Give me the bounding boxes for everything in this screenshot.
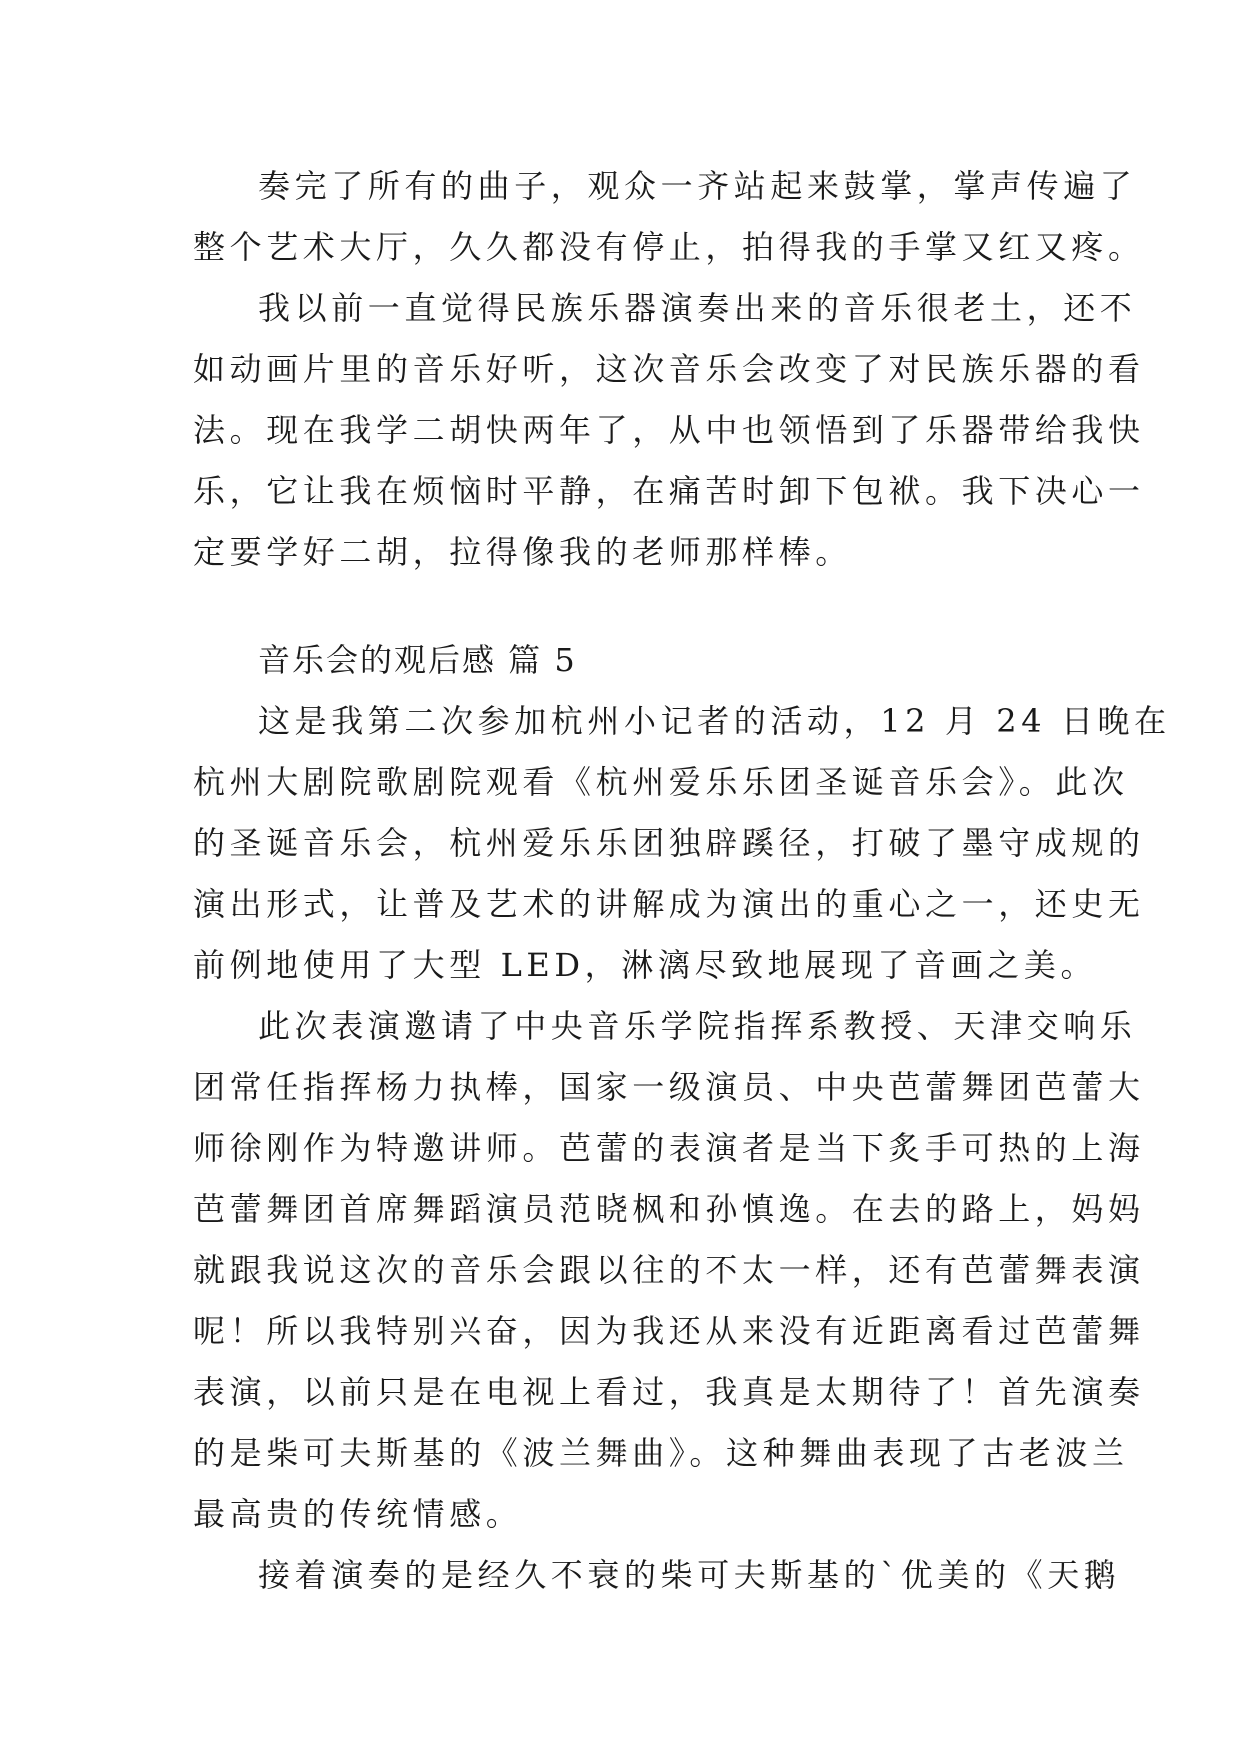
paragraph-line: 的圣诞音乐会，杭州爱乐乐团独辟蹊径，打破了墨守成规的 bbox=[193, 824, 1145, 862]
paragraph-line: 表演，以前只是在电视上看过，我真是太期待了！首先演奏 bbox=[193, 1373, 1145, 1411]
paragraph-line: 接着演奏的是经久不衰的柴可夫斯基的`优美的《天鹅 bbox=[258, 1556, 1121, 1594]
paragraph-line: 最高贵的传统情感。 bbox=[193, 1495, 523, 1533]
paragraph-line: 团常任指挥杨力执棒，国家一级演员、中央芭蕾舞团芭蕾大 bbox=[193, 1068, 1145, 1106]
paragraph-line: 杭州大剧院歌剧院观看《杭州爱乐乐团圣诞音乐会》。此次 bbox=[193, 763, 1129, 801]
paragraph-line: 的是柴可夫斯基的《波兰舞曲》。这种舞曲表现了古老波兰 bbox=[193, 1434, 1129, 1472]
paragraph-line: 师徐刚作为特邀讲师。芭蕾的表演者是当下炙手可热的上海 bbox=[193, 1129, 1145, 1167]
section-heading: 音乐会的观后感 篇 5 bbox=[258, 641, 577, 679]
paragraph-line: 法。现在我学二胡快两年了，从中也领悟到了乐器带给我快 bbox=[193, 411, 1145, 449]
paragraph-line: 定要学好二胡，拉得像我的老师那样棒。 bbox=[193, 533, 852, 571]
paragraph-line: 奏完了所有的曲子，观众一齐站起来鼓掌，掌声传遍了 bbox=[258, 167, 1137, 205]
paragraph-line: 整个艺术大厅，久久都没有停止，拍得我的手掌又红又疼。 bbox=[193, 228, 1145, 266]
paragraph-line: 如动画片里的音乐好听，这次音乐会改变了对民族乐器的看 bbox=[193, 350, 1145, 388]
paragraph-line: 前例地使用了大型 LED，淋漓尽致地展现了音画之美。 bbox=[193, 946, 1098, 984]
paragraph-line: 我以前一直觉得民族乐器演奏出来的音乐很老土，还不 bbox=[258, 289, 1137, 327]
paragraph-line: 演出形式，让普及艺术的讲解成为演出的重心之一，还史无 bbox=[193, 885, 1145, 923]
paragraph-line: 芭蕾舞团首席舞蹈演员范晓枫和孙慎逸。在去的路上，妈妈 bbox=[193, 1190, 1145, 1228]
paragraph-line: 呢！所以我特别兴奋，因为我还从来没有近距离看过芭蕾舞 bbox=[193, 1312, 1145, 1350]
paragraph-line: 这是我第二次参加杭州小记者的活动，12 月 24 日晚在 bbox=[258, 702, 1171, 740]
paragraph-line: 乐，它让我在烦恼时平静，在痛苦时卸下包袱。我下决心一 bbox=[193, 472, 1145, 510]
paragraph-line: 就跟我说这次的音乐会跟以往的不太一样，还有芭蕾舞表演 bbox=[193, 1251, 1145, 1289]
paragraph-line: 此次表演邀请了中央音乐学院指挥系教授、天津交响乐 bbox=[258, 1007, 1137, 1045]
